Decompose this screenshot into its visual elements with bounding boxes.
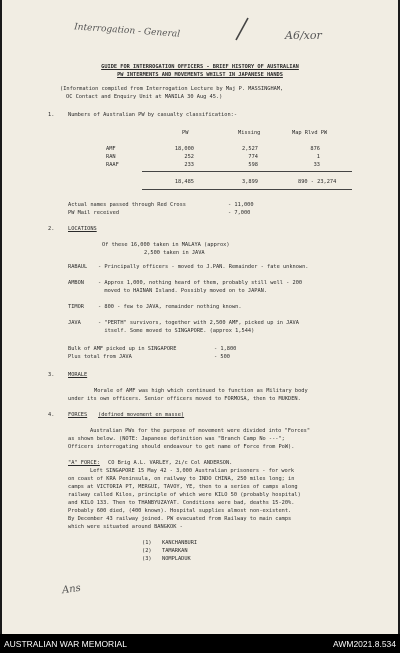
plus-value: - 500 <box>214 354 230 360</box>
footer-accession-number: AWM2021.8.534 <box>333 639 396 649</box>
totals-rule-lower <box>142 189 352 190</box>
section-4-subheading: (defined movement en masse) <box>98 412 185 418</box>
locations-line-2: 2,500 taken in JAVA <box>144 250 205 256</box>
row-missing: 774 <box>248 154 258 160</box>
a-force-line: on coast of KRA Peninsula, on railway to INDO CHINA, 250 miles long; in <box>68 476 295 482</box>
handwritten-file-ref: A6/xor <box>285 29 322 42</box>
location-place: JAVA <box>68 320 81 326</box>
bulk-label: Bulk of AMF picked up in SINGAPORE <box>68 346 177 352</box>
camp-name: KANCHANBURI <box>162 540 198 546</box>
morale-line-2: under its own officers. Senior officers moved to FORMOSA, then to MUKDEN. <box>68 396 301 402</box>
a-force-line: and KILO 133. Then to THANBYUZAYAT. Conditions were bad, deaths 15-20%. <box>68 500 295 506</box>
section-4-heading: FORCES <box>68 412 88 418</box>
row-pw: 252 <box>184 154 194 160</box>
section-1-heading: Numbers of Australian PW by casualty classification:- <box>68 112 238 118</box>
location-place: RABAUL <box>68 264 88 270</box>
total-missing: 3,899 <box>242 179 258 185</box>
footer-institution: AUSTRALIAN WAR MEMORIAL <box>4 639 127 649</box>
row-label: RAN <box>106 154 116 160</box>
col-header-map: Map Rlvd PW <box>292 130 328 136</box>
a-force-line: camps at VICTORIA PT, MERGUI, TAVOY, YE, then to a series of camps along <box>68 484 298 490</box>
row-pw: 233 <box>184 162 194 168</box>
location-desc: itself. Some moved to SINGAPORE. (approx 1,544) <box>98 328 255 334</box>
row-missing: 598 <box>248 162 258 168</box>
location-desc: - Approx 1,000, nothing heard of them, probably still well - 200 <box>98 280 303 286</box>
mail-label: PW Mail received <box>68 210 120 216</box>
plus-label: Plus total from JAVA <box>68 354 132 360</box>
bulk-value: - 1,800 <box>214 346 237 352</box>
camp-number: (3) <box>142 556 152 562</box>
handwritten-slash-mark <box>230 16 252 42</box>
row-missing: 2,527 <box>242 146 258 152</box>
intro-line-2: OC Contact and Enquiry Unit at MANILA 30 Aug 45.) <box>66 94 223 100</box>
forces-para-line: Australian PWs for the purpose of movement were divided into "Forces" <box>90 428 311 434</box>
title-line-2: PW INTERMENTS AND MOVEMENTS WHILST IN JAPANESE HANDS <box>117 72 283 78</box>
forces-para-line: Officers interrogating should endeavour to get name of Force from PoW). <box>68 444 295 450</box>
location-place: TIMOR <box>68 304 84 310</box>
footer-bar <box>0 634 400 653</box>
handwritten-margin-note: Ans <box>61 582 82 597</box>
row-pw: 18,000 <box>174 146 194 152</box>
a-force-line: Probably 600 died, (400 known). Hospital supplies almost non-existent. <box>68 508 292 514</box>
section-2-number: 2. <box>48 226 55 232</box>
handwritten-note-topleft: Interrogation - General <box>73 22 181 40</box>
camp-name: TAMARKAN <box>162 548 188 554</box>
camp-name: NOMPLADUK <box>162 556 191 562</box>
camp-number: (1) <box>142 540 152 546</box>
location-desc: - "PERTH" survivors, together with 2,500 AMF, picked up in JAVA <box>98 320 299 326</box>
title-line-1: GUIDE FOR INTERROGATION OFFICERS - BRIEF HISTORY OF AUSTRALIAN <box>101 64 299 70</box>
a-force-label: "A" FORCE: <box>68 460 100 466</box>
total-map: 890 - 23,274 <box>298 179 337 185</box>
red-cross-label: Actual names passed through Red Cross <box>68 202 186 208</box>
location-place: AMBON <box>68 280 84 286</box>
a-force-line: CO Brig A.L. VARLEY, 2i/c Col ANDERSON. <box>108 460 233 466</box>
section-3-heading: MORALE <box>68 372 88 378</box>
forces-para-line: as shown below. (NOTE: Japanese definition was "Branch Camp No ---"; <box>68 436 285 442</box>
locations-line-1: Of these 16,000 taken in MALAYA (approx) <box>102 242 230 248</box>
row-map: 33 <box>313 162 320 168</box>
row-map: 1 <box>316 154 320 160</box>
row-map: 876 <box>310 146 320 152</box>
mail-value: - 7,000 <box>228 210 251 216</box>
section-3-number: 3. <box>48 372 55 378</box>
col-header-pw: PW <box>182 130 189 136</box>
red-cross-value: - 11,000 <box>228 202 254 208</box>
location-desc: moved to HAINAN Island. Possibly moved on to JAPAN. <box>98 288 268 294</box>
row-label: AMF <box>106 146 116 152</box>
total-pw: 18,485 <box>174 179 194 185</box>
location-desc: - 800 - few to JAVA, remainder nothing known. <box>98 304 242 310</box>
col-header-missing: Missing <box>238 130 261 136</box>
section-1-number: 1. <box>48 112 55 118</box>
a-force-line: railway called Kilos, principle of which were KILO 50 (probably hospital) <box>68 492 301 498</box>
morale-line-1: Morale of AMF was high which continued to function as Military body <box>94 388 308 394</box>
totals-rule <box>142 171 352 172</box>
section-4-number: 4. <box>48 412 55 418</box>
a-force-line: which were situated around BANGKOK - <box>68 524 183 530</box>
section-2-heading: LOCATIONS <box>68 226 97 232</box>
a-force-line: By December 43 railway joined. PW evacuated from Railway to main camps <box>68 516 292 522</box>
location-desc: - Principally officers - moved to J.PAN. Remainder - fate unknown. <box>98 264 309 270</box>
document-page <box>2 0 398 634</box>
a-force-line: Left SINGAPORE 15 May 42 - 3,000 Australian prisoners - for work <box>90 468 295 474</box>
intro-line-1: (Information compiled from Interrogation Lecture by Maj P. MASSINGHAM, <box>60 86 284 92</box>
camp-number: (2) <box>142 548 152 554</box>
row-label: RAAF <box>106 162 119 168</box>
